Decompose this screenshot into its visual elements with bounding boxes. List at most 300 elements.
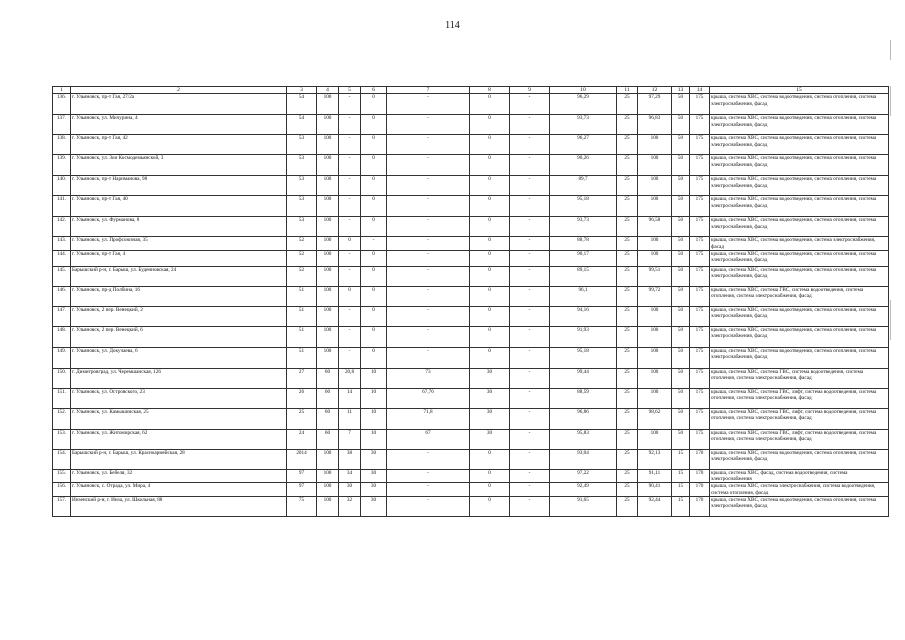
value-cell: 50 — [672, 388, 690, 408]
value-cell: 88,59 — [550, 388, 617, 408]
value-cell: 100 — [317, 155, 339, 176]
value-cell: 50 — [672, 429, 690, 449]
table-row — [53, 176, 889, 196]
value-cell: 20,8 — [339, 368, 361, 388]
address-cell: г. Ульяновск, с. Отрада, ул. Мира, 4 — [71, 483, 287, 497]
value-cell: 75 — [287, 497, 317, 517]
value-cell: - — [387, 286, 470, 306]
works-list-cell: крыша, система ХВС, система водоотведения, система отопления, система электроснабжения, фасад — [710, 250, 889, 266]
row-number: 138. — [53, 135, 71, 155]
value-cell: 175 — [690, 388, 710, 408]
value-cell: 175 — [690, 196, 710, 217]
value-cell: - — [510, 429, 550, 449]
value-cell: 25 — [617, 449, 638, 469]
value-cell: - — [510, 266, 550, 286]
value-cell: 99,44 — [550, 368, 617, 388]
row-number: 139. — [53, 155, 71, 176]
table-row — [53, 449, 889, 469]
value-cell: - — [339, 217, 361, 237]
value-cell: 25 — [617, 326, 638, 347]
scan-edge-mark — [890, 40, 891, 60]
works-list-cell: крыша, система ХВС, система ГВС, система водоотведения, система отопления, система электроснабжения, фасад — [710, 368, 889, 388]
row-number: 137. — [53, 115, 71, 135]
value-cell: 50 — [672, 115, 690, 135]
value-cell: 30 — [361, 483, 387, 497]
value-cell: 0 — [470, 326, 510, 347]
address-cell: г. Ульяновск, ул. Докучаева, 6 — [71, 347, 287, 368]
value-cell: 95,18 — [550, 347, 617, 368]
value-cell: 100 — [317, 449, 339, 469]
address-cell: г. Ульяновск, пр-т Гая, 27/2а — [71, 94, 287, 115]
value-cell: - — [339, 135, 361, 155]
value-cell: 100 — [317, 217, 339, 237]
value-cell: 0 — [470, 250, 510, 266]
value-cell: 0 — [470, 469, 510, 483]
value-cell: 15 — [672, 497, 690, 517]
works-list-cell: крыша, система ХВС, система водоотведения, система отопления, система электроснабжения, фасад — [710, 176, 889, 196]
value-cell: - — [387, 115, 470, 135]
value-cell: 0 — [470, 155, 510, 176]
value-cell: 25 — [617, 408, 638, 429]
value-cell: 0 — [470, 196, 510, 217]
works-list-cell: крыша, система ХВС, система водоотведения, система отопления, система электроснабжения, фасад — [710, 266, 889, 286]
works-list-cell: крыша, система ХВС, система водоотведения, система отопления, система электроснабжения, фасад — [710, 155, 889, 176]
value-cell: 0 — [470, 176, 510, 196]
address-cell: г. Ульяновск, ул. Бебеля, 32 — [71, 469, 287, 483]
value-cell: - — [387, 483, 470, 497]
value-cell: 50 — [672, 286, 690, 306]
value-cell: 0 — [361, 306, 387, 326]
scan-edge-mark — [890, 86, 891, 116]
row-number: 148. — [53, 326, 71, 347]
works-list-cell: крыша, система ХВС, система ГВС, лифт, система водоотведения, система отопления, система электроснабжения, фасад — [710, 408, 889, 429]
value-cell: 30 — [470, 368, 510, 388]
value-cell: 100 — [317, 135, 339, 155]
works-list-cell: крыша, система ХВС, фасад, система водоотведения, система электроснабжения — [710, 469, 889, 483]
value-cell: 91,11 — [638, 469, 672, 483]
row-number: 143. — [53, 237, 71, 251]
value-cell: 0 — [470, 497, 510, 517]
row-number: 136. — [53, 94, 71, 115]
row-number: 154. — [53, 449, 71, 469]
value-cell: - — [387, 237, 470, 251]
value-cell: - — [387, 326, 470, 347]
value-cell: 25 — [617, 347, 638, 368]
value-cell: 175 — [690, 135, 710, 155]
value-cell: 0 — [361, 250, 387, 266]
value-cell: 26 — [287, 388, 317, 408]
row-number: 145. — [53, 266, 71, 286]
value-cell: 53 — [287, 196, 317, 217]
address-cell: г. Димитровград, ул. Черемшанская, 126 — [71, 368, 287, 388]
value-cell: 100 — [317, 469, 339, 483]
value-cell: 0 — [339, 237, 361, 251]
value-cell: 0 — [470, 266, 510, 286]
value-cell: 100 — [638, 326, 672, 347]
row-number: 151. — [53, 388, 71, 408]
value-cell: 91,65 — [550, 497, 617, 517]
table-row — [53, 155, 889, 176]
table-row — [53, 115, 889, 135]
value-cell: 100 — [317, 94, 339, 115]
value-cell: 88,78 — [550, 237, 617, 251]
value-cell: 175 — [690, 266, 710, 286]
value-cell: - — [510, 217, 550, 237]
value-cell: - — [339, 115, 361, 135]
value-cell: 60 — [317, 388, 339, 408]
table-row — [53, 135, 889, 155]
value-cell: 93,73 — [550, 217, 617, 237]
value-cell: 50 — [672, 196, 690, 217]
column-number: 3 — [287, 87, 317, 94]
column-number: 5 — [339, 87, 361, 94]
row-number: 142. — [53, 217, 71, 237]
value-cell: - — [510, 250, 550, 266]
value-cell: 100 — [638, 176, 672, 196]
value-cell: 0 — [470, 449, 510, 469]
table-row — [53, 94, 889, 115]
column-number: 9 — [510, 87, 550, 94]
value-cell: - — [510, 115, 550, 135]
value-cell: 0 — [470, 347, 510, 368]
value-cell: - — [510, 286, 550, 306]
value-cell: - — [339, 266, 361, 286]
value-cell: 2014 — [287, 449, 317, 469]
value-cell: 97,22 — [550, 469, 617, 483]
value-cell: - — [510, 469, 550, 483]
value-cell: 25 — [617, 176, 638, 196]
row-number: 141. — [53, 196, 71, 217]
value-cell: 32 — [339, 497, 361, 517]
value-cell: 0 — [361, 135, 387, 155]
value-cell: 25 — [617, 94, 638, 115]
value-cell: - — [510, 94, 550, 115]
works-list-cell: крыша, система ХВС, система электроснабжения, система водоотведения, система отопления, фасад — [710, 483, 889, 497]
value-cell: 0 — [361, 155, 387, 176]
value-cell: 170 — [690, 483, 710, 497]
value-cell: 25 — [617, 306, 638, 326]
row-number: 150. — [53, 368, 71, 388]
value-cell: 25 — [617, 497, 638, 517]
value-cell: - — [510, 176, 550, 196]
value-cell: 30 — [339, 483, 361, 497]
address-cell: г. Ульяновск, ул. Камышинская, 25 — [71, 408, 287, 429]
value-cell: 25 — [617, 483, 638, 497]
row-number: 155. — [53, 469, 71, 483]
address-cell: Инзенский р-н, г. Инза, ул. Школьная, 88 — [71, 497, 287, 517]
value-cell: - — [510, 497, 550, 517]
column-number: 15 — [710, 87, 889, 94]
value-cell: 95,83 — [550, 429, 617, 449]
value-cell: 50 — [672, 306, 690, 326]
value-cell: 100 — [638, 388, 672, 408]
value-cell: 52 — [287, 237, 317, 251]
value-cell: - — [339, 306, 361, 326]
value-cell: 51 — [287, 347, 317, 368]
value-cell: 94,16 — [550, 306, 617, 326]
row-number: 149. — [53, 347, 71, 368]
value-cell: 92,13 — [638, 449, 672, 469]
works-list-cell: крыша, система ХВС, система водоотведения, система отопления, система электроснабжения, фасад — [710, 217, 889, 237]
value-cell: 0 — [470, 217, 510, 237]
value-cell: 30 — [361, 497, 387, 517]
column-number: 11 — [617, 87, 638, 94]
value-cell: 50 — [672, 266, 690, 286]
value-cell: - — [510, 368, 550, 388]
value-cell: 100 — [317, 326, 339, 347]
value-cell: 89,15 — [550, 266, 617, 286]
value-cell: 25 — [617, 368, 638, 388]
value-cell: 27 — [287, 368, 317, 388]
value-cell: 10 — [361, 429, 387, 449]
value-cell: 175 — [690, 94, 710, 115]
address-cell: г. Ульяновск, пр-т Нариманова, 98 — [71, 176, 287, 196]
value-cell: 0 — [361, 217, 387, 237]
value-cell: 175 — [690, 306, 710, 326]
value-cell: 50 — [672, 250, 690, 266]
value-cell: 175 — [690, 347, 710, 368]
value-cell: 0 — [361, 115, 387, 135]
value-cell: 25 — [617, 237, 638, 251]
row-number: 146. — [53, 286, 71, 306]
value-cell: - — [339, 196, 361, 217]
value-cell: 50 — [672, 347, 690, 368]
value-cell: 25 — [617, 196, 638, 217]
value-cell: - — [387, 94, 470, 115]
value-cell: 25 — [617, 429, 638, 449]
value-cell: 92,49 — [550, 483, 617, 497]
value-cell: 30 — [470, 429, 510, 449]
value-cell: - — [339, 94, 361, 115]
table-row — [53, 368, 889, 388]
column-number: 12 — [638, 87, 672, 94]
value-cell: 97 — [287, 469, 317, 483]
address-cell: г. Ульяновск, ул. Житомирская, 62 — [71, 429, 287, 449]
row-number: 140. — [53, 176, 71, 196]
value-cell: - — [339, 155, 361, 176]
value-cell: 0 — [361, 266, 387, 286]
value-cell: 100 — [317, 483, 339, 497]
column-number: 4 — [317, 87, 339, 94]
value-cell: 170 — [690, 469, 710, 483]
value-cell: 95,18 — [550, 196, 617, 217]
row-number: 152. — [53, 408, 71, 429]
value-cell: - — [387, 250, 470, 266]
row-number: 157. — [53, 497, 71, 517]
value-cell: 175 — [690, 326, 710, 347]
value-cell: - — [387, 449, 470, 469]
value-cell: 11 — [339, 408, 361, 429]
value-cell: - — [510, 483, 550, 497]
value-cell: 0 — [361, 196, 387, 217]
works-list-cell: крыша, система ХВС, система ГВС, лифт, система водоотведения, система отопления, система электроснабжения, фасад — [710, 429, 889, 449]
value-cell: 30 — [361, 469, 387, 483]
works-list-cell: крыша, система ХВС, система водоотведения, система электроснабжения, фасад — [710, 237, 889, 251]
value-cell: 0 — [361, 326, 387, 347]
value-cell: - — [387, 155, 470, 176]
value-cell: - — [387, 306, 470, 326]
value-cell: 50 — [672, 408, 690, 429]
value-cell: 99,72 — [638, 286, 672, 306]
value-cell: - — [510, 135, 550, 155]
value-cell: - — [510, 237, 550, 251]
table-row — [53, 250, 889, 266]
value-cell: 100 — [638, 347, 672, 368]
value-cell: 100 — [317, 306, 339, 326]
value-cell: - — [339, 347, 361, 368]
value-cell: 10 — [361, 408, 387, 429]
value-cell: 60 — [317, 408, 339, 429]
value-cell: 175 — [690, 176, 710, 196]
table-row — [53, 286, 889, 306]
value-cell: - — [339, 250, 361, 266]
value-cell: 25 — [617, 266, 638, 286]
row-number: 153. — [53, 429, 71, 449]
table-row — [53, 483, 889, 497]
works-list-cell: крыша, система ХВС, система водоотведения, система отопления, система электроснабжения, фасад — [710, 326, 889, 347]
works-list-cell: крыша, система ХВС, система водоотведения, система отопления, система электроснабжения, фасад — [710, 196, 889, 217]
value-cell: 0 — [470, 237, 510, 251]
value-cell: 97,29 — [638, 94, 672, 115]
value-cell: 100 — [638, 306, 672, 326]
value-cell: 0 — [361, 286, 387, 306]
value-cell: 7 — [339, 429, 361, 449]
table-row — [53, 266, 889, 286]
value-cell: 100 — [317, 347, 339, 368]
value-cell: - — [387, 217, 470, 237]
table-row — [53, 347, 889, 368]
value-cell: 54 — [287, 94, 317, 115]
table-row — [53, 306, 889, 326]
value-cell: 14 — [339, 388, 361, 408]
table-row — [53, 326, 889, 347]
value-cell: 100 — [638, 368, 672, 388]
value-cell: - — [339, 176, 361, 196]
column-number: 14 — [690, 87, 710, 94]
value-cell: 25 — [287, 408, 317, 429]
value-cell: 99,51 — [638, 266, 672, 286]
value-cell: - — [387, 176, 470, 196]
row-number: 156. — [53, 483, 71, 497]
value-cell: 90,41 — [638, 483, 672, 497]
row-number: 147. — [53, 306, 71, 326]
value-cell: - — [510, 408, 550, 429]
value-cell: 175 — [690, 368, 710, 388]
column-number: 6 — [361, 87, 387, 94]
value-cell: 100 — [317, 196, 339, 217]
value-cell: 100 — [638, 155, 672, 176]
value-cell: 60 — [317, 368, 339, 388]
address-cell: г. Ульяновск, пр-т Гая, 40 — [71, 196, 287, 217]
value-cell: 53 — [287, 176, 317, 196]
value-cell: 175 — [690, 408, 710, 429]
value-cell: 52 — [287, 250, 317, 266]
value-cell: 15 — [672, 449, 690, 469]
value-cell: 30 — [470, 388, 510, 408]
value-cell: 53 — [287, 155, 317, 176]
value-cell: 25 — [617, 469, 638, 483]
value-cell: 97 — [287, 483, 317, 497]
address-cell: Барышский р-н, г. Барыш, ул. Красноармейская, 28 — [71, 449, 287, 469]
value-cell: 50 — [672, 326, 690, 347]
works-list-cell: крыша, система ХВС, система водоотведения, система отопления, система электроснабжения, фасад — [710, 306, 889, 326]
value-cell: 0 — [470, 306, 510, 326]
value-cell: 60 — [317, 429, 339, 449]
column-number-row — [53, 87, 889, 94]
value-cell: 100 — [638, 429, 672, 449]
register-table — [52, 86, 889, 517]
value-cell: 50 — [672, 368, 690, 388]
value-cell: 0 — [361, 94, 387, 115]
value-cell: 0 — [361, 176, 387, 196]
value-cell: 175 — [690, 217, 710, 237]
value-cell: 175 — [690, 250, 710, 266]
table-row — [53, 497, 889, 517]
value-cell: 50 — [672, 237, 690, 251]
value-cell: 91,93 — [550, 326, 617, 347]
value-cell: 175 — [690, 155, 710, 176]
value-cell: 71,8 — [387, 408, 470, 429]
value-cell: 25 — [617, 115, 638, 135]
value-cell: 30 — [361, 449, 387, 469]
value-cell: 25 — [617, 286, 638, 306]
value-cell: 15 — [672, 469, 690, 483]
value-cell: - — [361, 237, 387, 251]
value-cell: 25 — [617, 388, 638, 408]
value-cell: 100 — [638, 135, 672, 155]
value-cell: 10 — [361, 368, 387, 388]
value-cell: 100 — [317, 497, 339, 517]
address-cell: г. Ульяновск, ул. Островского, 23 — [71, 388, 287, 408]
value-cell: 96,29 — [550, 94, 617, 115]
value-cell: - — [510, 449, 550, 469]
value-cell: 0 — [470, 115, 510, 135]
value-cell: - — [387, 469, 470, 483]
value-cell: 25 — [617, 250, 638, 266]
value-cell: 98,62 — [638, 408, 672, 429]
value-cell: 93,73 — [550, 115, 617, 135]
column-number: 1 — [53, 87, 71, 94]
value-cell: - — [387, 266, 470, 286]
value-cell: 100 — [317, 176, 339, 196]
table-row — [53, 408, 889, 429]
value-cell: 73 — [387, 368, 470, 388]
value-cell: - — [510, 388, 550, 408]
value-cell: 100 — [317, 237, 339, 251]
works-list-cell: крыша, система ХВС, система водоотведения, система отопления, система электроснабжения, фасад — [710, 135, 889, 155]
value-cell: 51 — [287, 286, 317, 306]
value-cell: 10 — [361, 388, 387, 408]
value-cell: - — [510, 155, 550, 176]
value-cell: - — [339, 326, 361, 347]
value-cell: 50 — [672, 94, 690, 115]
value-cell: 100 — [638, 196, 672, 217]
column-number: 13 — [672, 87, 690, 94]
value-cell: 92,44 — [638, 497, 672, 517]
value-cell: 96,83 — [638, 115, 672, 135]
value-cell: 175 — [690, 429, 710, 449]
value-cell: 51 — [287, 306, 317, 326]
value-cell: - — [510, 347, 550, 368]
table-row — [53, 429, 889, 449]
works-list-cell: крыша, система ХВС, система водоотведения, система отопления, система электроснабжения, фасад — [710, 115, 889, 135]
column-number: 7 — [387, 87, 470, 94]
value-cell: 0 — [470, 94, 510, 115]
value-cell: 175 — [690, 115, 710, 135]
value-cell: 170 — [690, 497, 710, 517]
value-cell: 90,17 — [550, 250, 617, 266]
works-list-cell: крыша, система ХВС, система водоотведения, система отопления, система электроснабжения, фасад — [710, 347, 889, 368]
